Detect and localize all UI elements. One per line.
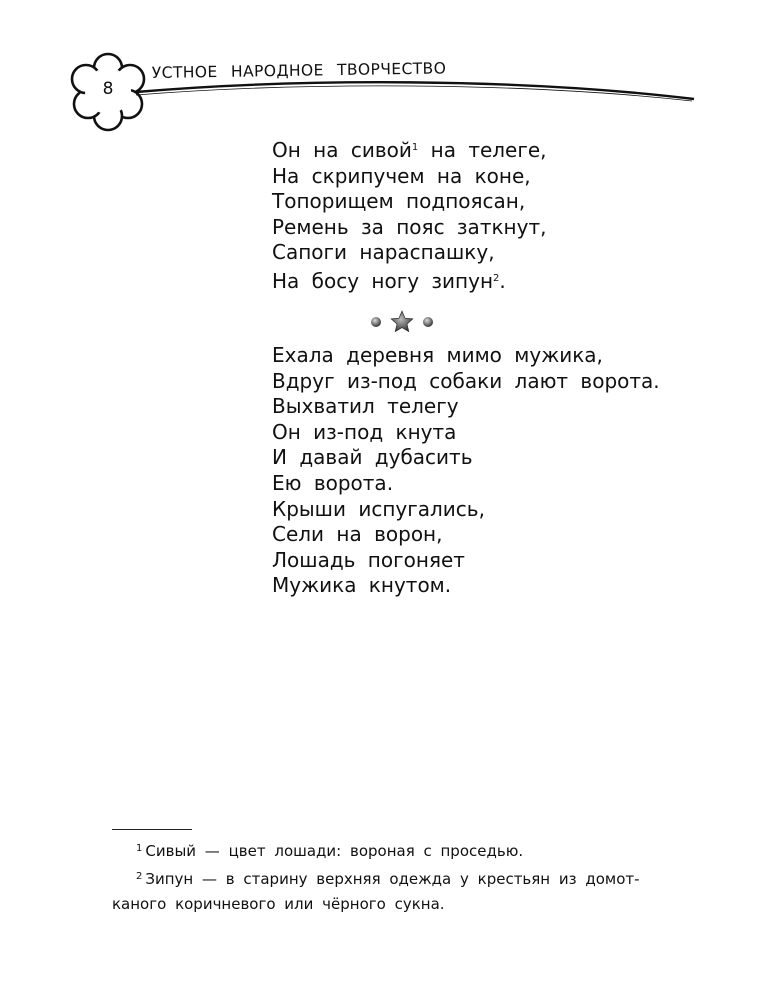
poem-2-line-9: Лошадь погоняет bbox=[272, 547, 465, 572]
poem-1-line-1: Он на сивой$^1$ на телеге, bbox=[272, 138, 547, 162]
poem-2-line-4: Он из-под кнута bbox=[272, 419, 457, 444]
poem-2-line-8: Сели на ворон, bbox=[272, 522, 443, 547]
poem-2-line-2: Вдруг из-под собаки лают ворота. bbox=[272, 368, 660, 393]
poem-2-line-3: Выхватил телегу bbox=[272, 394, 459, 419]
footnote-2 bbox=[112, 864, 722, 892]
page-number: 8 bbox=[102, 79, 114, 99]
footnote-2-continuation: каного коричневого или чёрного сукна. bbox=[112, 895, 445, 913]
ornament-dot-left bbox=[371, 317, 381, 327]
poem-2-line-6: Ею ворота. bbox=[272, 470, 394, 495]
poem-1 bbox=[272, 135, 547, 295]
footnote-divider bbox=[112, 829, 192, 830]
poem-2 bbox=[272, 343, 660, 599]
poem-1-line-3: Топорищем подпоясан, bbox=[272, 189, 526, 214]
footnote-1-number: 1 bbox=[136, 843, 143, 854]
poem-1-line-6: На босу ногу зипун$^2$. bbox=[272, 268, 506, 293]
footnotes bbox=[112, 836, 722, 917]
poem-1-line-2: На скрипучем на коне, bbox=[272, 163, 531, 188]
ornament-dot-right bbox=[423, 317, 433, 327]
footnote-ref-2: 2 bbox=[493, 272, 500, 284]
running-title: УСТНОЕ НАРОДНОЕ ТВОРЧЕСТВО bbox=[151, 59, 447, 82]
footnote-2-text-line-1: Зипун — в старину верхняя одежда у крестьян из домот- bbox=[145, 870, 640, 888]
poem-2-line-5: И давай дубасить bbox=[272, 445, 473, 470]
footnote-1 bbox=[112, 836, 722, 864]
poem-2-line-1: Ехала деревня мимо мужика, bbox=[272, 343, 603, 367]
poem-2-line-10: Мужика кнутом. bbox=[272, 573, 452, 598]
header-rule-thin bbox=[136, 86, 692, 101]
ornament-star-icon bbox=[391, 311, 413, 332]
header-rule bbox=[136, 82, 694, 99]
poem-2-line-7: Крыши испугались, bbox=[272, 496, 485, 521]
poem-1-line-4: Ремень за пояс заткнут, bbox=[272, 214, 547, 239]
footnote-2-number: 2 bbox=[136, 871, 143, 882]
poem-1-line-5: Сапоги нараспашку, bbox=[272, 240, 495, 265]
footnote-1-text: Сивый — цвет лошади: вороная с проседью. bbox=[145, 842, 524, 860]
footnote-ref-1: 1 bbox=[411, 142, 419, 153]
dot-star-dot-ornament-icon bbox=[366, 310, 438, 334]
